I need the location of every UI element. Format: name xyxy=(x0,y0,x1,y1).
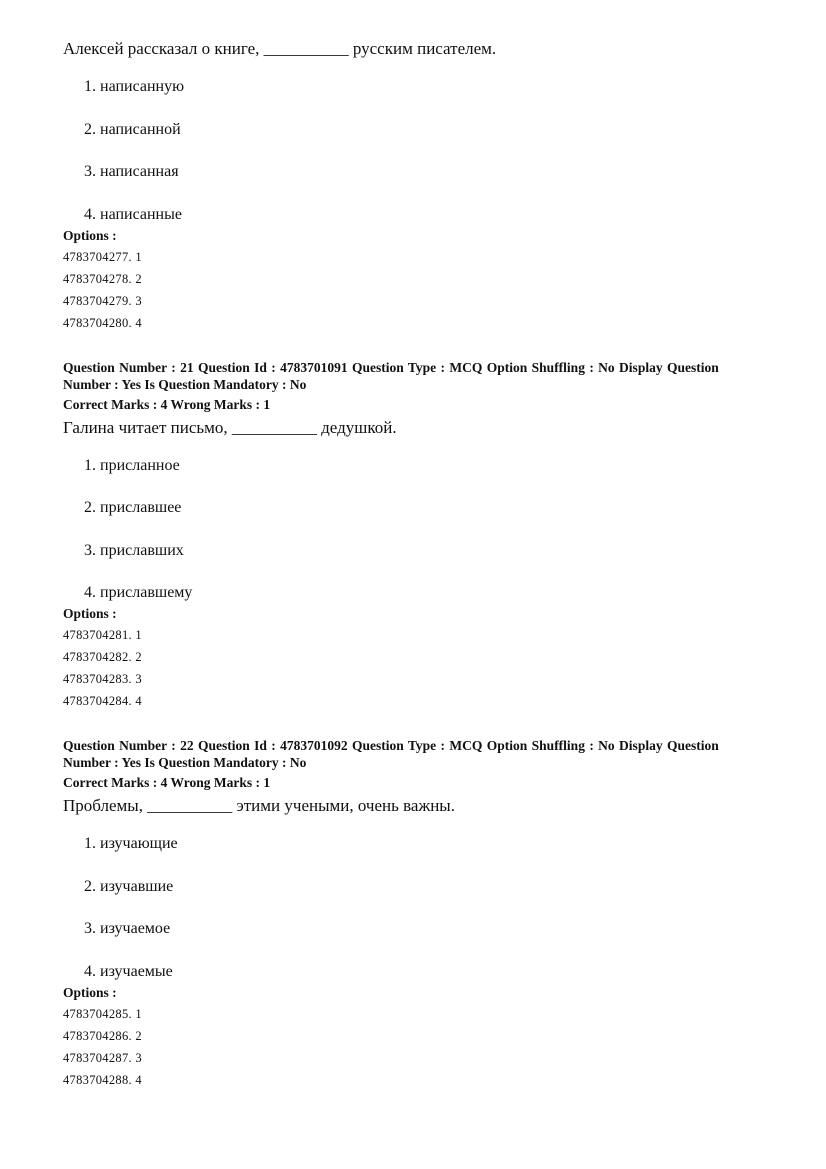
answer-choice: 3. изучаемое xyxy=(84,920,171,937)
option-id: 4783704281. 1 xyxy=(63,628,142,642)
answer-choice: 3. приславших xyxy=(84,541,184,559)
answer-choices xyxy=(63,76,773,226)
option-id-list xyxy=(63,1003,773,1091)
option-id: 4783704282. 2 xyxy=(63,650,142,664)
answer-choice: 1. написанную xyxy=(84,78,185,95)
option-id: 4783704287. 3 xyxy=(63,1050,142,1065)
question-block-22 xyxy=(63,737,773,1091)
options-label: Options : xyxy=(63,227,117,243)
answer-choice: 1. присланное xyxy=(84,456,180,474)
question-meta-line-2: Number : Yes Is Question Mandatory : No xyxy=(63,376,307,392)
answer-choices xyxy=(63,833,773,983)
answer-choice: 2. изучавшие xyxy=(84,877,174,895)
question-block-21 xyxy=(63,359,773,713)
options-label: Options : xyxy=(63,606,117,621)
answer-choice: 2. написанной xyxy=(84,120,181,138)
answer-choice: 2. приславшее xyxy=(84,499,182,516)
marks-line: Correct Marks : 4 Wrong Marks : 1 xyxy=(63,396,271,412)
answer-choice: 3. написанная xyxy=(84,163,179,180)
option-id: 4783704280. 4 xyxy=(63,315,142,330)
question-meta-line-2: Number : Yes Is Question Mandatory : No xyxy=(63,755,307,770)
answer-choice: 4. изучаемые xyxy=(84,962,173,980)
option-id: 4783704278. 2 xyxy=(63,271,142,286)
option-id: 4783704285. 1 xyxy=(63,1006,142,1021)
option-id: 4783704284. 4 xyxy=(63,694,142,708)
marks-line: Correct Marks : 4 Wrong Marks : 1 xyxy=(63,775,271,790)
option-id: 4783704279. 3 xyxy=(63,293,142,308)
option-id: 4783704283. 3 xyxy=(63,672,142,686)
question-meta-line-1: Question Number : 21 Question Id : 4783701091 Question Type : MCQ Option Shuffling : No Display Question xyxy=(63,359,719,375)
question-text: Проблемы, __________ этими учеными, очень важны. xyxy=(63,796,455,815)
answer-choice: 4. написанные xyxy=(84,205,182,223)
options-label: Options : xyxy=(63,984,117,1000)
question-text: Алексей рассказал о книге, __________ русским писателем. xyxy=(63,39,497,58)
question-text: Галина читает письмо, __________ дедушкой. xyxy=(63,417,397,437)
question-meta-line-1: Question Number : 22 Question Id : 4783701092 Question Type : MCQ Option Shuffling : No Display Question xyxy=(63,738,719,753)
document-page xyxy=(63,36,773,1091)
option-id: 4783704286. 2 xyxy=(63,1028,142,1043)
option-id-list xyxy=(63,246,773,334)
answer-choice: 1. изучающие xyxy=(84,835,178,852)
option-id-list xyxy=(63,624,773,712)
question-block-20 xyxy=(63,36,773,334)
answer-choice: 4. приславшему xyxy=(84,584,193,601)
option-id: 4783704277. 1 xyxy=(63,249,142,264)
answer-choices xyxy=(63,455,773,605)
option-id: 4783704288. 4 xyxy=(63,1072,142,1087)
